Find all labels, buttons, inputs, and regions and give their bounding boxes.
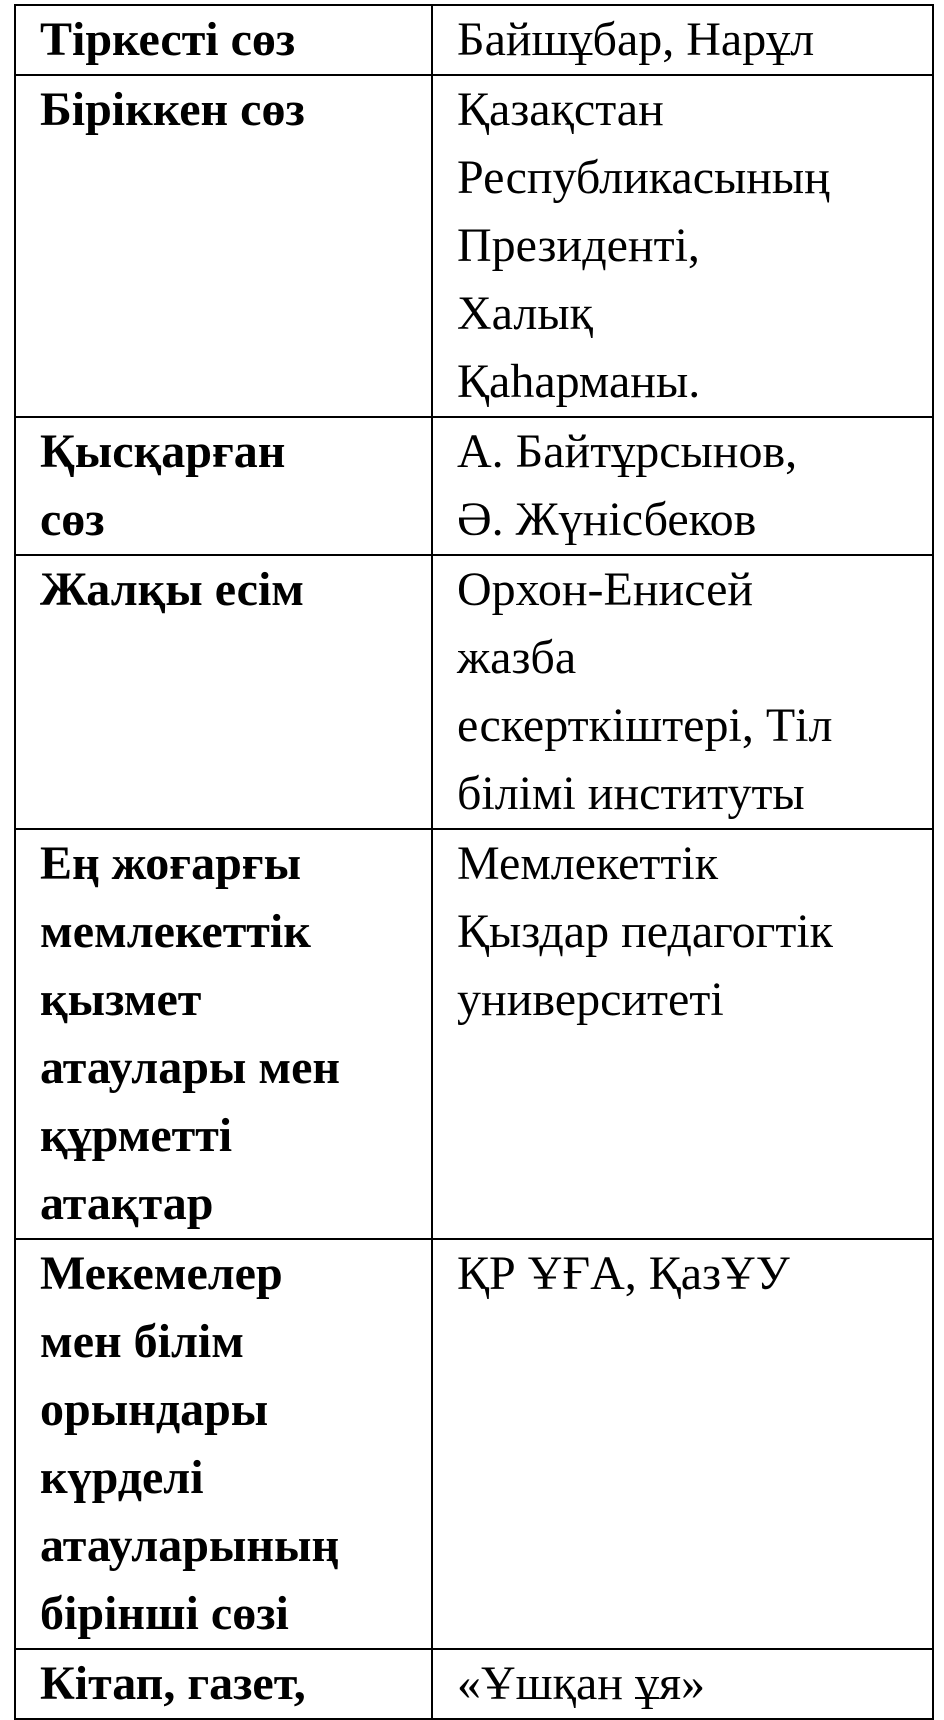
example-line: А. Байтұрсынов, — [457, 425, 798, 478]
table-row — [15, 555, 933, 829]
table-row — [15, 1239, 933, 1649]
example-line: Қаһарманы. — [457, 355, 701, 408]
table-row — [15, 417, 933, 555]
example-cell — [432, 417, 933, 555]
term-cell — [15, 5, 432, 75]
term-line: атаулары мен — [40, 1041, 341, 1094]
term-line: күрделі — [40, 1451, 204, 1504]
term-cell — [15, 417, 432, 555]
document-table-container — [14, 4, 932, 1720]
term-line: сөз — [40, 493, 105, 546]
term-line: мен білім — [40, 1315, 244, 1368]
example-cell — [432, 1649, 933, 1719]
example-line: «Ұшқан ұя» — [457, 1657, 706, 1710]
term-cell — [15, 1649, 432, 1719]
example-cell — [432, 1239, 933, 1649]
term-line: атауларының — [40, 1519, 340, 1572]
example-line: ҚР ҰҒА, ҚазҰУ — [457, 1247, 790, 1300]
example-line: жазба — [457, 631, 577, 684]
term-cell — [15, 829, 432, 1239]
term-line: орындары — [40, 1383, 269, 1436]
term-cell — [15, 555, 432, 829]
example-cell — [432, 555, 933, 829]
term-line: құрметті — [40, 1109, 233, 1162]
term-line: Қысқарған — [40, 425, 286, 478]
example-line: Мемлекеттік — [457, 837, 719, 890]
example-cell — [432, 5, 933, 75]
example-line: Орхон-Енисей — [457, 563, 754, 616]
term-line: атақтар — [40, 1177, 214, 1230]
example-line: Президенті, — [457, 219, 700, 272]
table-row — [15, 1649, 933, 1719]
example-line: Халық — [457, 287, 593, 340]
term-line: Біріккен сөз — [40, 83, 305, 136]
example-line: ескерткіштері, Тіл — [457, 699, 833, 752]
example-line: Ә. Жүнісбеков — [457, 493, 757, 546]
term-line: бірінші сөзі — [40, 1587, 289, 1640]
term-line: Ең жоғарғы — [40, 837, 302, 890]
term-cell — [15, 75, 432, 417]
term-line: мемлекеттік — [40, 905, 311, 958]
example-line: Байшұбар, Нарұл — [457, 13, 815, 66]
example-line: университеті — [457, 973, 724, 1026]
example-line: Қыздар педагогтік — [457, 905, 833, 958]
example-cell — [432, 829, 933, 1239]
term-line: Мекемелер — [40, 1247, 283, 1300]
example-cell — [432, 75, 933, 417]
term-line: қызмет — [40, 973, 202, 1026]
spelling-rules-table — [14, 4, 934, 1720]
term-line: Кітап, газет, — [40, 1657, 306, 1710]
example-line: білімі институты — [457, 767, 805, 820]
table-row — [15, 75, 933, 417]
term-cell — [15, 1239, 432, 1649]
term-line: Тіркесті сөз — [40, 13, 296, 66]
table-row — [15, 5, 933, 75]
term-line: Жалқы есім — [40, 563, 304, 616]
example-line: Республикасының — [457, 151, 830, 204]
example-line: Қазақстан — [457, 83, 664, 136]
table-row — [15, 829, 933, 1239]
